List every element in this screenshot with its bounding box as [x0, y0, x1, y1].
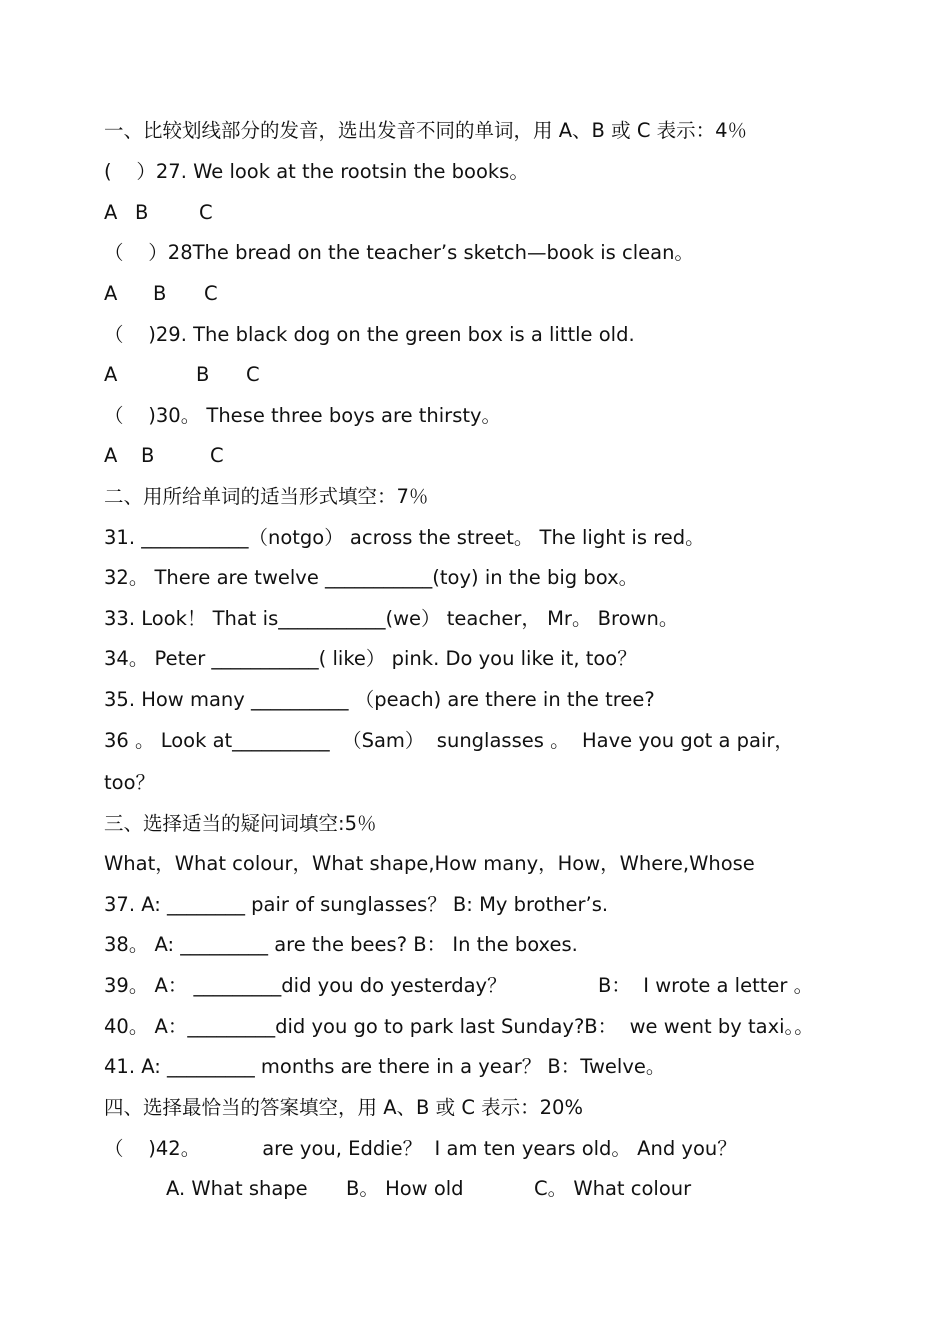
- question-30: （ )30。 These three boys are thirsty。: [104, 404, 502, 427]
- question-29: （ )29. The black dog on the green box is a little old.: [104, 323, 635, 346]
- option-c: C: [199, 201, 213, 224]
- question-27: ( ）27. We look at the rootsin the books。: [104, 160, 529, 183]
- option-a: A: [104, 444, 118, 467]
- option-c: C: [210, 444, 224, 467]
- option-b: B: [153, 282, 167, 305]
- section4-title: 四、选择最恰当的答案填空，用 A、B 或 C 表示：20%: [104, 1096, 583, 1119]
- option-c: C。 What colour: [534, 1177, 692, 1200]
- section1-title: 一、比较划线部分的发音，选出发音不同的单词，用 A、B 或 C 表示：4％: [104, 119, 748, 142]
- option-b: B。 How old: [346, 1177, 464, 1200]
- question-39-answer: B： I wrote a letter 。: [598, 974, 814, 997]
- question-33: 33. Look！ That is___________(we） teacher， Mr。 Brown。: [104, 607, 679, 630]
- question-37: 37. A: ________ pair of sunglasses？ B: My brother’s.: [104, 893, 609, 916]
- question-42-options: [104, 1177, 692, 1297]
- option-a: A: [104, 282, 118, 305]
- option-c: C: [204, 282, 218, 305]
- option-a: A. What shape: [166, 1177, 308, 1200]
- question-36: 36 。 Look at__________ （Sam） sunglasses 。 Have you got a pair，: [104, 729, 794, 752]
- question-39: 39。 A： _________did you do yesterday？: [104, 974, 507, 997]
- option-c: C: [246, 363, 260, 386]
- question-42: （ )42。 are you, Eddie？ I am ten years old。 And you？: [104, 1137, 737, 1160]
- question-36-continued: too？: [104, 771, 156, 794]
- option-b: B: [141, 444, 155, 467]
- question-28: （ ）28The bread on the teacher’s sketch—book is clean。: [104, 241, 694, 264]
- question-32: 32。 There are twelve ___________(toy) in the big box。: [104, 566, 639, 589]
- option-b: B: [196, 363, 210, 386]
- question-38: 38。 A: _________ are the bees? B： In the boxes.: [104, 933, 578, 956]
- section2-title: 二、用所给单词的适当形式填空：7％: [104, 485, 429, 508]
- option-a: A: [104, 363, 118, 386]
- question-34: 34。 Peter ___________( like） pink. Do you like it, too？: [104, 647, 637, 670]
- section3-title: 三、选择适当的疑问词填空:5％: [104, 812, 377, 835]
- word-bank: What，What colour，What shape,How many，How，Where,Whose: [104, 852, 755, 875]
- question-40: 40。 A：_________did you go to park last Sunday?B： we went by taxi。。: [104, 1015, 814, 1038]
- option-a: A: [104, 201, 118, 224]
- question-31: 31. ___________（notgo） across the street。 The light is red。: [104, 526, 705, 549]
- option-b: B: [135, 201, 149, 224]
- question-35: 35. How many __________ （peach) are there in the tree?: [104, 688, 655, 711]
- question-41: 41. A: _________ months are there in a year？ B：Twelve。: [104, 1055, 666, 1078]
